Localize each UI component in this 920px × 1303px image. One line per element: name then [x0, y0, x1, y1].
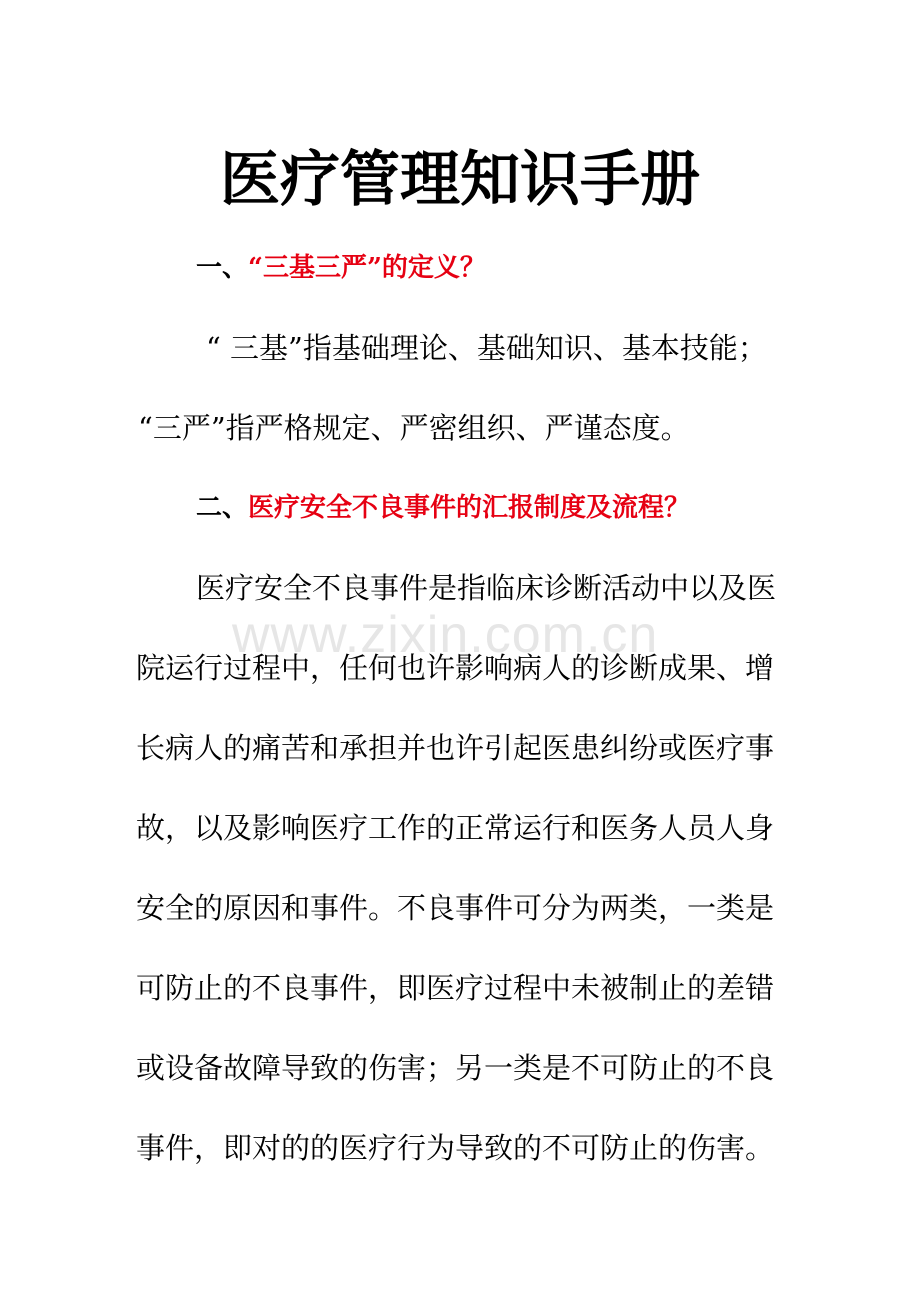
section-heading-2 — [196, 488, 690, 528]
watermark: www.zixin.com.cn — [232, 606, 659, 664]
section-number: 一、 — [196, 253, 249, 283]
paragraph-line: 安全的原因和事件。不良事件可分为两类，一类是 — [136, 891, 775, 925]
paragraph-line: 故，以及影响医疗工作的正常运行和医务人员人身 — [136, 811, 775, 845]
paragraph-line: 可防止的不良事件，即医疗过程中未被制止的差错 — [136, 971, 775, 1005]
paragraph-line: 事件，即对的的医疗行为导致的不可防止的伤害。 — [136, 1131, 775, 1165]
paragraph-line: “三严”指严格规定、严密组织、严谨态度。 — [138, 411, 690, 445]
paragraph-line: 院运行过程中，任何也许影响病人的诊断成果、增 — [136, 651, 775, 685]
section-question: 医疗安全不良事件的汇报制度及流程？ — [248, 493, 691, 523]
paragraph-line: 或设备故障导致的伤害；另一类是不可防止的不良 — [136, 1051, 775, 1085]
section-number: 二、 — [196, 493, 249, 523]
paragraph-line: 长病人的痛苦和承担并也许引起医患纠纷或医疗事 — [136, 731, 775, 765]
section-question: “三基三严”的定义？ — [248, 253, 486, 283]
paragraph-line: “ 三基”指基础理论、基础知识、基本技能； — [206, 331, 767, 365]
section-heading-1 — [196, 248, 486, 288]
page-title: 医疗管理知识手册 — [220, 145, 700, 215]
paragraph-line: 医疗安全不良事件是指临床诊断活动中以及医 — [196, 571, 777, 605]
